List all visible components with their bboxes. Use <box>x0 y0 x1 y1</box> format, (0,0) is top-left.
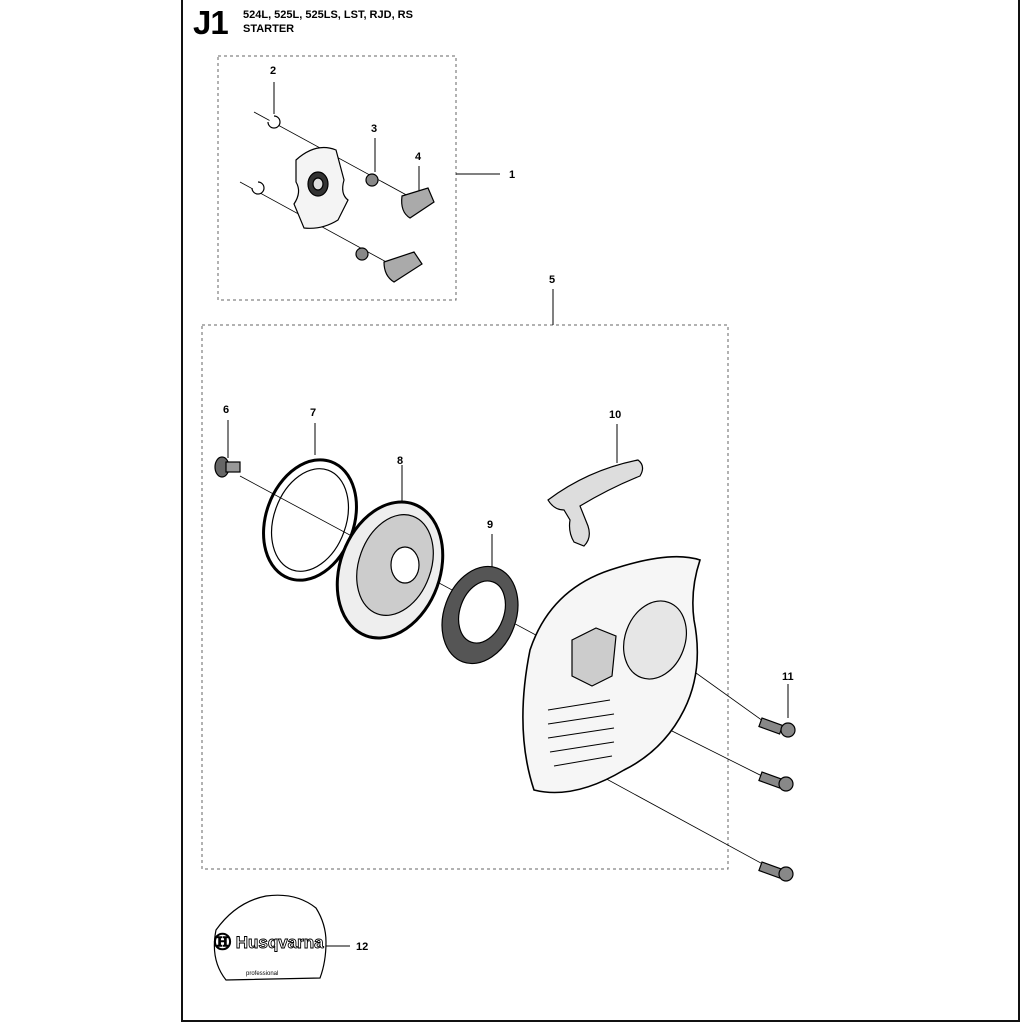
callout-9: 9 <box>487 519 494 531</box>
section-title: STARTER <box>243 23 295 35</box>
callout-11: 11 <box>782 671 794 683</box>
svg-text:Ⓗ Husqvarna: Ⓗ Husqvarna <box>214 933 324 952</box>
callout-7: 7 <box>310 407 317 419</box>
svg-text:professional: professional <box>246 971 279 977</box>
callout-6: 6 <box>223 404 230 416</box>
page-code: J1 <box>193 4 228 41</box>
callout-2: 2 <box>270 65 277 77</box>
callout-12: 12 <box>356 941 369 953</box>
model-list: 524L, 525L, 525LS, LST, RJD, RS <box>243 9 413 21</box>
callout-10: 10 <box>609 409 622 421</box>
callout-8: 8 <box>397 455 404 467</box>
callout-1: 1 <box>509 169 516 181</box>
decal-label <box>214 895 326 980</box>
callout-3: 3 <box>371 123 378 135</box>
callout-4: 4 <box>415 151 422 163</box>
callout-5: 5 <box>549 274 556 286</box>
